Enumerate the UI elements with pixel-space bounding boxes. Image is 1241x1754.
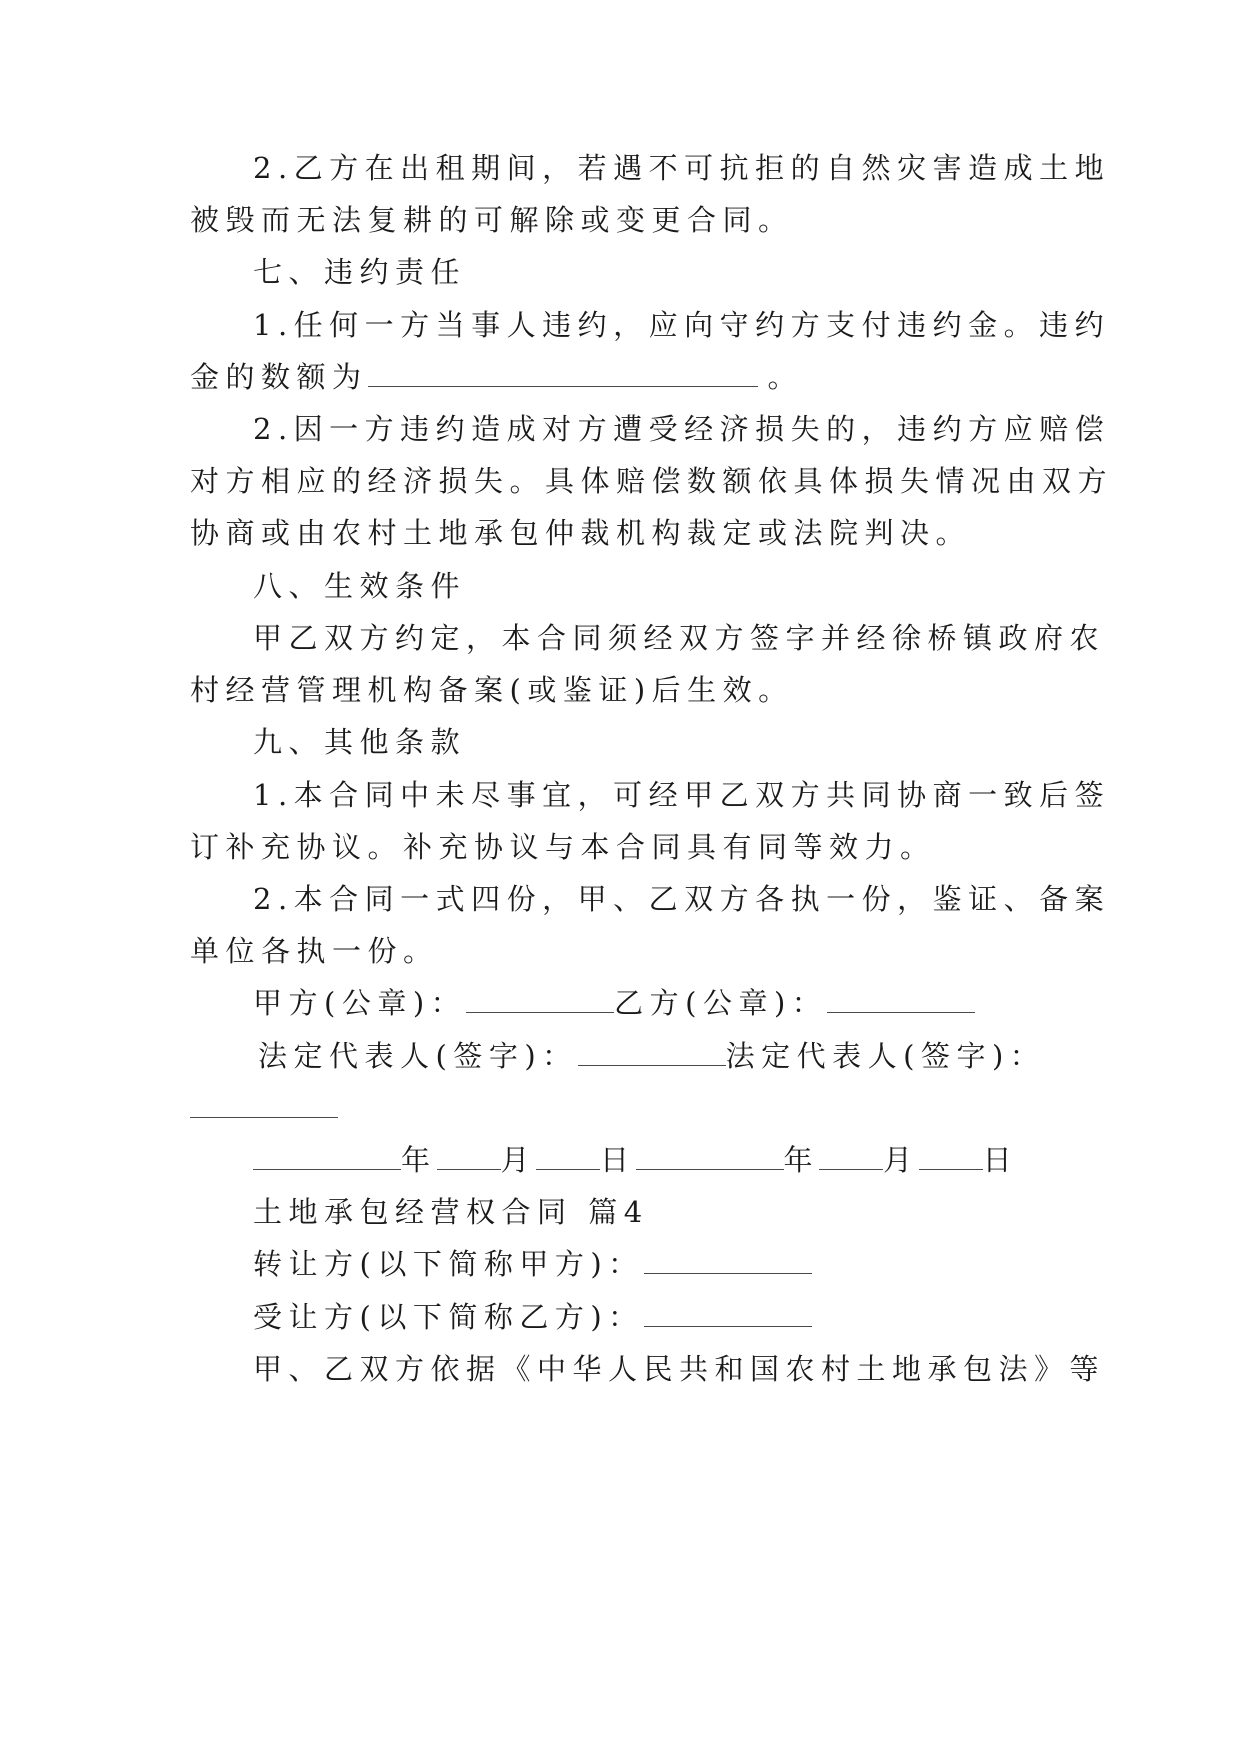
clause-8-line-2: 村经营管理机构备案(或鉴证)后生效。	[190, 673, 794, 707]
clause-7-2-line-3: 协商或由农村土地承包仲裁机构裁定或法院判决。	[190, 516, 972, 550]
penalty-period: 。	[767, 360, 804, 394]
date-a-day-blank[interactable]	[536, 1141, 600, 1170]
clause-7-1-line-2	[190, 357, 803, 397]
rep-b-blank-line	[190, 1088, 338, 1128]
transferee-blank[interactable]	[644, 1298, 812, 1327]
transferee-label: 受让方(以下简称乙方)：	[253, 1300, 644, 1334]
clause-7-2-line-1: 2.因一方违约造成对方遭受经济损失的，违约方应赔偿	[253, 412, 1111, 446]
clause-9-2-line-1: 2.本合同一式四份，甲、乙双方各执一份，鉴证、备案	[253, 882, 1111, 916]
date-b-month-blank[interactable]	[819, 1141, 883, 1170]
date-b-year-blank[interactable]	[636, 1141, 784, 1170]
date-a-day: 日	[600, 1143, 636, 1177]
section-title-4: 土地承包经营权合同 篇4	[253, 1195, 649, 1229]
clause-9-1-line-1: 1.本合同中未尽事宜，可经甲乙双方共同协商一致后签	[253, 778, 1111, 812]
section-8-heading: 八、生效条件	[253, 569, 467, 603]
section-7-heading: 七、违约责任	[253, 255, 467, 289]
clause-6-2-line-1: 2.乙方在出租期间，若遇不可抗拒的自然灾害造成土地	[253, 151, 1111, 185]
section-9-heading: 九、其他条款	[253, 725, 467, 759]
representative-line	[258, 1036, 1045, 1076]
rep-a-label: 法定代表人(签字)：	[258, 1039, 578, 1073]
date-a-month-blank[interactable]	[437, 1141, 501, 1170]
clause-6-2-line-2: 被毁而无法复耕的可解除或变更合同。	[190, 203, 794, 237]
party-a-seal-label: 甲方(公章)：	[253, 986, 467, 1020]
date-b-year: 年	[783, 1143, 820, 1177]
party-b-seal-blank[interactable]	[827, 984, 975, 1013]
date-line	[253, 1140, 1018, 1180]
rep-a-blank[interactable]	[578, 1037, 726, 1066]
party-a-seal-blank[interactable]	[466, 984, 614, 1013]
date-b-day: 日	[982, 1143, 1019, 1177]
date-a-year-blank[interactable]	[253, 1141, 401, 1170]
date-a-year: 年	[401, 1143, 437, 1177]
transferor-blank[interactable]	[644, 1245, 812, 1274]
date-b-day-blank[interactable]	[919, 1141, 983, 1170]
seal-line	[253, 983, 975, 1023]
rep-b-blank[interactable]	[190, 1089, 338, 1118]
intro-line: 甲、乙双方依据《中华人民共和国农村土地承包法》等	[253, 1352, 1106, 1386]
penalty-amount-blank[interactable]	[368, 358, 758, 387]
transferor-line	[253, 1244, 812, 1284]
penalty-amount-label: 金的数额为	[190, 360, 368, 394]
clause-8-line-1: 甲乙双方约定，本合同须经双方签字并经徐桥镇政府农	[253, 621, 1106, 655]
clause-7-2-line-2: 对方相应的经济损失。具体赔偿数额依具体损失情况由双方	[190, 464, 1114, 498]
party-b-seal-label: 乙方(公章)：	[614, 986, 828, 1020]
transferee-line	[253, 1297, 812, 1337]
date-a-month: 月	[500, 1143, 537, 1177]
clause-9-1-line-2: 订补充协议。补充协议与本合同具有同等效力。	[190, 830, 936, 864]
rep-b-label: 法定代表人(签字)：	[725, 1039, 1046, 1073]
date-b-month: 月	[883, 1143, 919, 1177]
transferor-label: 转让方(以下简称甲方)：	[253, 1247, 644, 1281]
clause-9-2-line-2: 单位各执一份。	[190, 934, 439, 968]
clause-7-1-line-1: 1.任何一方当事人违约，应向守约方支付违约金。违约	[253, 308, 1111, 342]
